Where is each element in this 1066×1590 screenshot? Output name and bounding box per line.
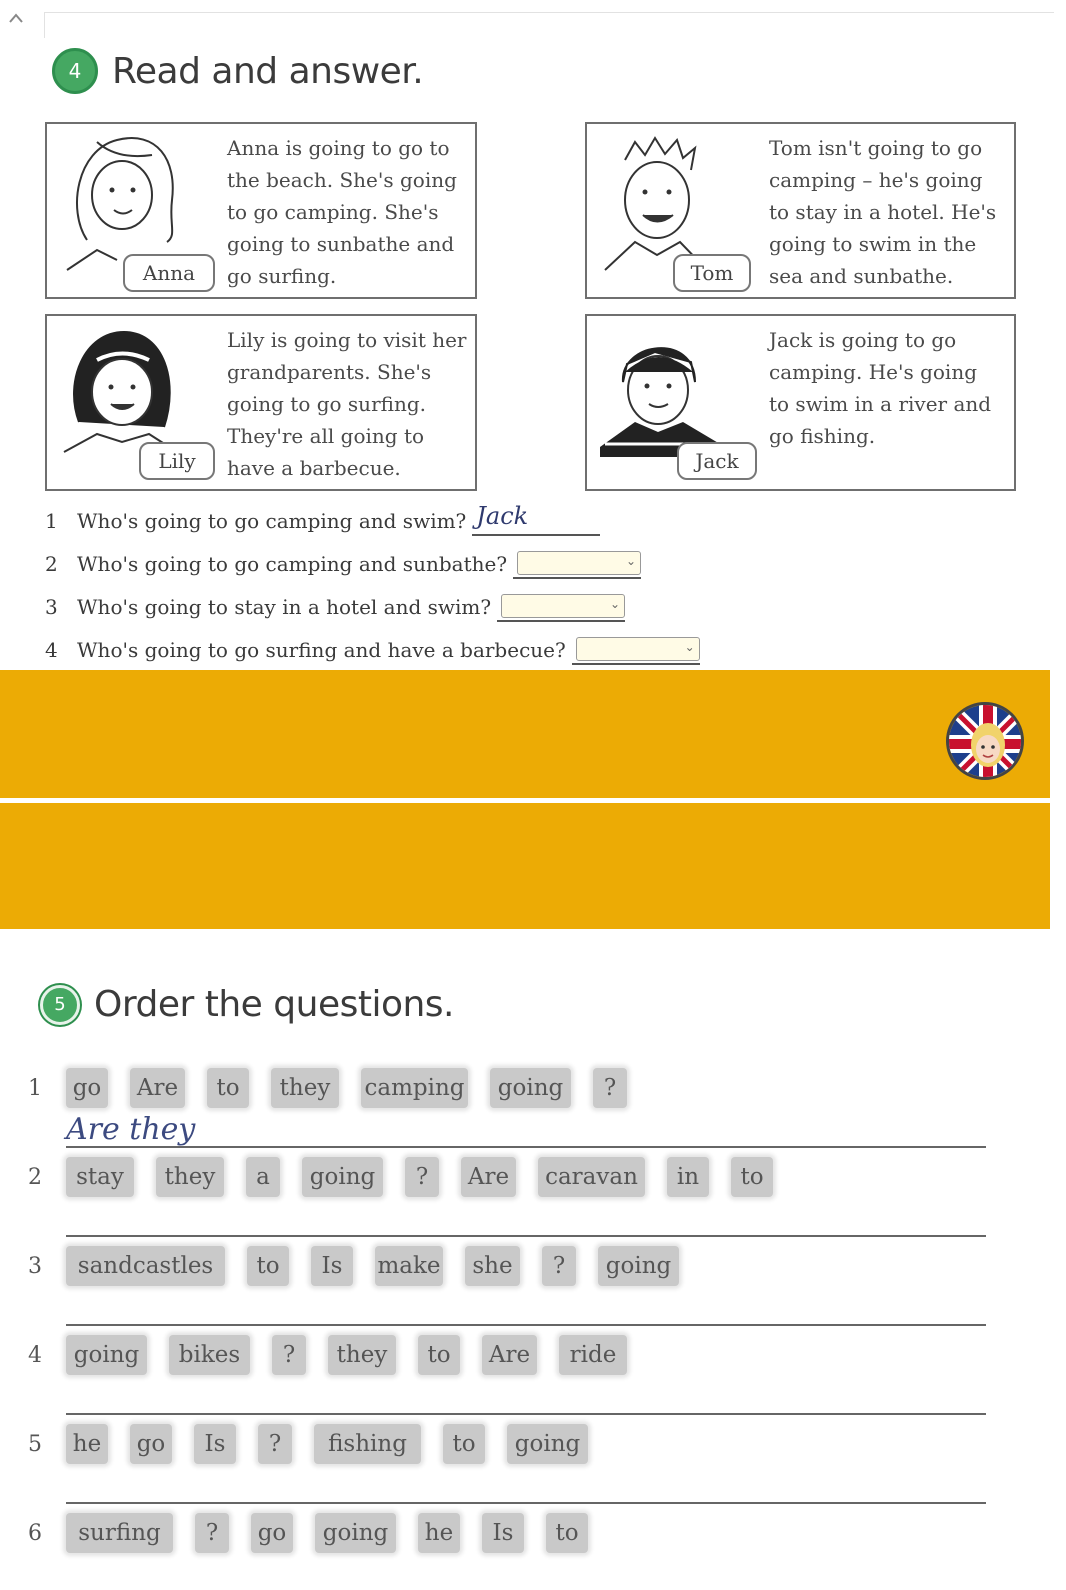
chevron-down-icon: ⌄ bbox=[610, 597, 621, 611]
banner-top bbox=[0, 670, 1050, 798]
word-chip[interactable]: ride bbox=[559, 1335, 627, 1375]
handwritten-answer: Jack bbox=[476, 502, 529, 530]
word-chip[interactable]: surfing bbox=[66, 1513, 173, 1553]
text-line: sea and sunbathe. bbox=[769, 264, 954, 288]
row-number: 2 bbox=[28, 1165, 42, 1190]
word-chip[interactable]: go bbox=[130, 1424, 172, 1464]
answer-dropdown[interactable] bbox=[517, 551, 641, 575]
word-chip[interactable]: Is bbox=[194, 1424, 236, 1464]
word-chip[interactable]: make bbox=[375, 1246, 443, 1286]
word-chip[interactable]: ? bbox=[593, 1068, 627, 1108]
word-chip[interactable]: going bbox=[507, 1424, 588, 1464]
word-chip[interactable]: stay bbox=[66, 1157, 134, 1197]
question-number: 3 bbox=[45, 595, 58, 619]
text-line: have a barbecue. bbox=[227, 456, 401, 480]
word-chip[interactable]: going bbox=[598, 1246, 679, 1286]
top-bar bbox=[0, 0, 1066, 40]
word-chip[interactable]: Are bbox=[482, 1335, 537, 1375]
answer-field[interactable] bbox=[472, 502, 600, 536]
text-line: Tom isn't going to go bbox=[769, 136, 983, 160]
text-line: camping. He's going bbox=[769, 360, 978, 384]
word-chip[interactable]: ? bbox=[405, 1157, 439, 1197]
word-chip[interactable]: camping bbox=[361, 1068, 468, 1108]
word-chip[interactable]: to bbox=[443, 1424, 485, 1464]
question-text: Who's going to go camping and swim? bbox=[77, 509, 467, 533]
text-line: go fishing. bbox=[769, 424, 876, 448]
question-number: 4 bbox=[45, 638, 58, 662]
word-chip[interactable]: ? bbox=[258, 1424, 292, 1464]
question-number: 2 bbox=[45, 552, 58, 576]
answer-line[interactable] bbox=[66, 1235, 986, 1237]
text-line: to go camping. She's bbox=[227, 200, 439, 224]
word-chip[interactable]: ? bbox=[195, 1513, 229, 1553]
answer-line[interactable] bbox=[66, 1146, 986, 1148]
section-title: Order the questions. bbox=[94, 984, 455, 1025]
card-anna bbox=[45, 122, 477, 299]
word-chip[interactable]: he bbox=[418, 1513, 460, 1553]
word-chip[interactable]: going bbox=[315, 1513, 396, 1553]
word-chip[interactable]: to bbox=[418, 1335, 460, 1375]
name-tag: Tom bbox=[673, 254, 751, 292]
text-line: going to swim in the bbox=[769, 232, 977, 256]
question-text: Who's going to go surfing and have a barbecue? bbox=[77, 638, 566, 662]
divider bbox=[44, 12, 1054, 13]
row-number: 1 bbox=[28, 1076, 42, 1101]
text-line: camping – he's going bbox=[769, 168, 983, 192]
text-line: Lily is going to visit her bbox=[227, 328, 467, 352]
answer-line[interactable] bbox=[66, 1502, 986, 1504]
word-chip[interactable]: going bbox=[66, 1335, 147, 1375]
word-chip[interactable]: a bbox=[246, 1157, 280, 1197]
word-chip[interactable]: Are bbox=[461, 1157, 516, 1197]
word-chip[interactable]: they bbox=[156, 1157, 224, 1197]
text-line: going to go surfing. bbox=[227, 392, 427, 416]
question-text: Who's going to stay in a hotel and swim? bbox=[77, 595, 492, 619]
card-tom bbox=[585, 122, 1016, 299]
word-chip[interactable]: Is bbox=[311, 1246, 353, 1286]
section-title: Read and answer. bbox=[112, 50, 424, 92]
word-chip[interactable]: he bbox=[66, 1424, 108, 1464]
answer-line[interactable] bbox=[66, 1413, 986, 1415]
word-chip[interactable]: to bbox=[731, 1157, 773, 1197]
word-chip[interactable]: to bbox=[247, 1246, 289, 1286]
word-chip[interactable]: Are bbox=[130, 1068, 185, 1108]
name-tag: Jack bbox=[677, 442, 757, 480]
handwritten-answer: Are they bbox=[66, 1112, 196, 1147]
row-number: 3 bbox=[28, 1254, 42, 1279]
answer-field bbox=[572, 635, 700, 665]
row-number: 5 bbox=[28, 1432, 42, 1457]
chevron-up-icon[interactable] bbox=[8, 12, 24, 24]
word-chip[interactable]: ? bbox=[542, 1246, 576, 1286]
card-text bbox=[769, 132, 996, 292]
question-number: 1 bbox=[45, 509, 58, 533]
card-lily bbox=[45, 314, 477, 491]
text-line: Anna is going to go to bbox=[227, 136, 450, 160]
answer-field bbox=[497, 592, 625, 622]
exercise-number-badge: 5 bbox=[40, 985, 80, 1025]
word-chip[interactable]: caravan bbox=[538, 1157, 645, 1197]
text-line: to swim in a river and bbox=[769, 392, 992, 416]
word-chip[interactable]: to bbox=[207, 1068, 249, 1108]
word-chip[interactable]: Is bbox=[482, 1513, 524, 1553]
divider bbox=[44, 12, 45, 38]
word-chip[interactable]: bikes bbox=[169, 1335, 250, 1375]
chevron-down-icon: ⌄ bbox=[684, 640, 695, 654]
word-chip[interactable]: she bbox=[465, 1246, 520, 1286]
card-text bbox=[227, 324, 467, 484]
text-line: Jack is going to go bbox=[769, 328, 957, 352]
avatar-icon[interactable] bbox=[946, 702, 1024, 780]
name-tag: Lily bbox=[139, 442, 215, 480]
answer-field bbox=[513, 549, 641, 579]
word-chip[interactable]: go bbox=[66, 1068, 108, 1108]
card-text bbox=[227, 132, 457, 292]
section-5-heading bbox=[40, 984, 454, 1025]
word-chip[interactable]: going bbox=[490, 1068, 571, 1108]
row-number: 4 bbox=[28, 1343, 42, 1368]
text-line: They're all going to bbox=[227, 424, 425, 448]
text-line: going to sunbathe and bbox=[227, 232, 455, 256]
card-text bbox=[769, 324, 991, 452]
word-chip[interactable]: they bbox=[328, 1335, 396, 1375]
question-3 bbox=[45, 592, 625, 622]
chevron-down-icon: ⌄ bbox=[625, 554, 637, 568]
text-line: to stay in a hotel. He's bbox=[769, 200, 997, 224]
word-chip[interactable]: they bbox=[271, 1068, 339, 1108]
word-chip[interactable]: ? bbox=[272, 1335, 306, 1375]
question-text: Who's going to go camping and sunbathe? bbox=[77, 552, 508, 576]
text-line: grandparents. She's bbox=[227, 360, 432, 384]
card-jack bbox=[585, 314, 1016, 491]
word-chip[interactable]: to bbox=[546, 1513, 588, 1553]
answer-dropdown[interactable] bbox=[501, 594, 625, 618]
word-chip[interactable]: in bbox=[667, 1157, 709, 1197]
question-2 bbox=[45, 549, 641, 579]
banner-bottom bbox=[0, 803, 1050, 929]
text-line: go surfing. bbox=[227, 264, 337, 288]
word-chip[interactable]: fishing bbox=[314, 1424, 421, 1464]
word-chip[interactable]: going bbox=[302, 1157, 383, 1197]
exercise-number-badge: 4 bbox=[52, 48, 98, 94]
section-4-heading bbox=[52, 48, 423, 94]
word-chip[interactable]: go bbox=[251, 1513, 293, 1553]
row-number: 6 bbox=[28, 1521, 42, 1546]
answer-dropdown[interactable] bbox=[576, 637, 700, 661]
word-chip[interactable]: sandcastles bbox=[66, 1246, 225, 1286]
name-tag: Anna bbox=[123, 254, 215, 292]
question-4 bbox=[45, 635, 700, 665]
text-line: the beach. She's going bbox=[227, 168, 457, 192]
question-1 bbox=[45, 502, 600, 536]
answer-line[interactable] bbox=[66, 1324, 986, 1326]
